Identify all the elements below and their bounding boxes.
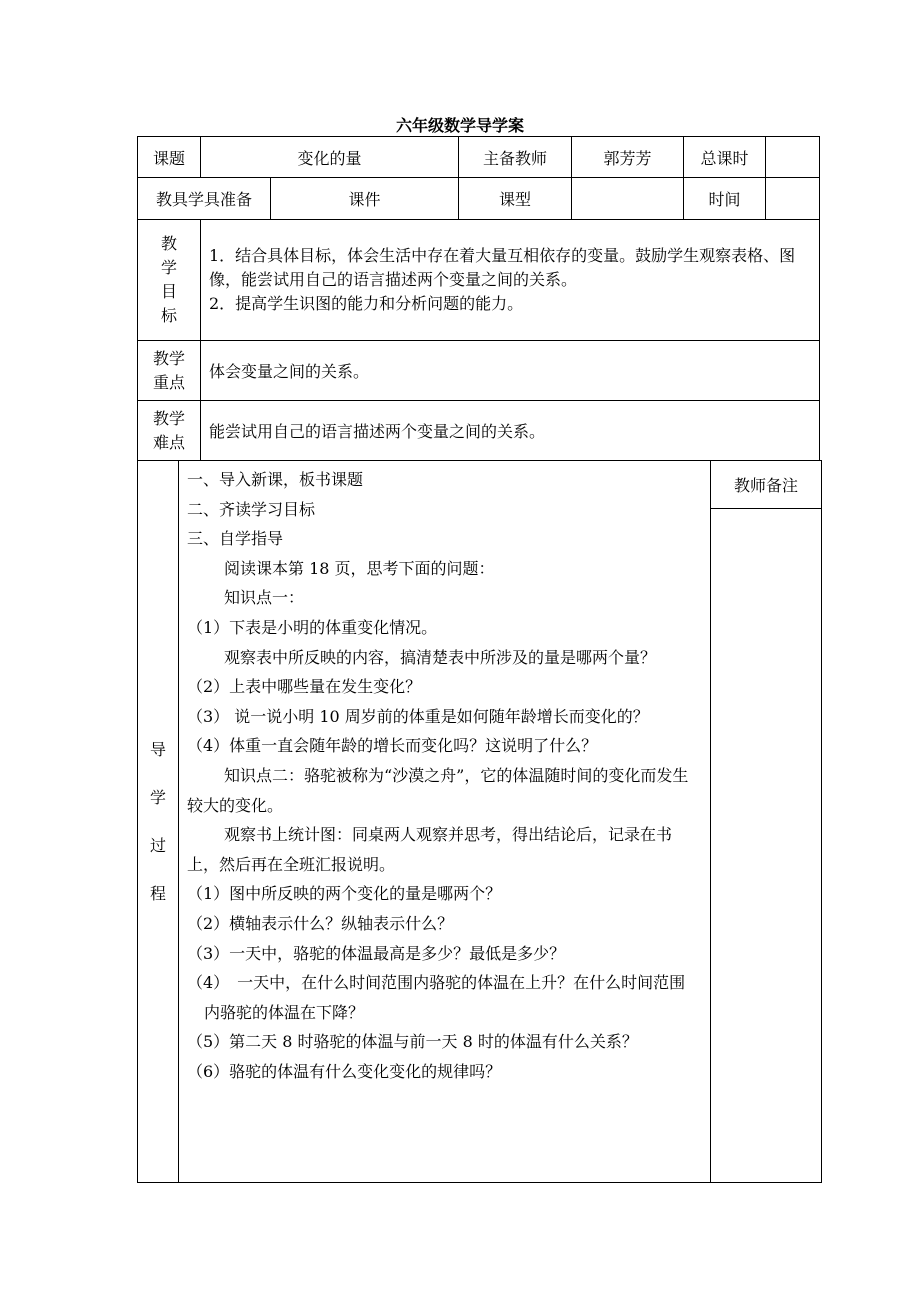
materials-value: 课件 xyxy=(271,178,459,220)
document-title: 六年级数学导学案 xyxy=(395,116,524,135)
guide-label: 导 学 过 程 xyxy=(138,461,179,1183)
teacher-label: 主备教师 xyxy=(459,137,572,178)
guide-line: （4） 一天中，在什么时间范围内骆驼的体温在上升？在什么时间范围内骆驼的体温在下降？ xyxy=(187,973,686,1022)
topic-value: 变化的量 xyxy=(201,137,459,178)
guide-line: （6）骆驼的体温有什么变化变化的规律吗？ xyxy=(187,1061,502,1081)
lesson-type-value xyxy=(572,178,684,220)
guide-line: （1）下表是小明的体重变化情况。 xyxy=(187,617,438,637)
guide-line: 二、齐读学习目标 xyxy=(187,499,316,519)
objective-item: 1．结合具体目标，体会生活中存在着大量互相依存的变量。鼓励学生观察表格、图像，能尝试用自己的语言描述两个变量之间的关系。 xyxy=(209,246,796,289)
teacher-notes-area xyxy=(711,509,822,1183)
guide-line: （3）一天中，骆驼的体温最高是多少？最低是多少？ xyxy=(187,943,566,963)
guide-line: 一、导入新课，板书课题 xyxy=(187,470,364,489)
guide-process-table xyxy=(137,460,822,1183)
teacher-value: 郭芳芳 xyxy=(572,137,684,178)
periods-label: 总课时 xyxy=(684,137,766,178)
guide-line: （3） 说一说小明 10 周岁前的体重是如何随年龄增长而变化的？ xyxy=(187,706,649,726)
guide-line: （5）第二天 8 时骆驼的体温与前一天 8 时的体温有什么关系？ xyxy=(187,1032,638,1052)
guide-line: （2）横轴表示什么？纵轴表示什么？ xyxy=(187,913,454,933)
objectives-label: 教 学 目 标 xyxy=(138,220,201,341)
difficulties-text: 能尝试用自己的语言描述两个变量之间的关系。 xyxy=(201,401,820,461)
guide-line: （1）图中所反映的两个变化的量是哪两个？ xyxy=(187,884,502,904)
topic-label: 课题 xyxy=(138,137,201,178)
objectives-content xyxy=(201,220,820,341)
guide-line: 阅读课本第 18 页，思考下面的问题： xyxy=(224,558,495,578)
key-points-label: 教学 重点 xyxy=(138,341,201,401)
difficulties-label: 教学 难点 xyxy=(138,401,201,461)
time-label: 时间 xyxy=(684,178,766,220)
guide-line: 观察书上统计图：同桌两人观察并思考，得出结论后，记录在书上，然后再在全班汇报说明。 xyxy=(187,825,673,874)
teacher-notes-header: 教师备注 xyxy=(711,461,822,509)
guide-line: （4）体重一直会随年龄的增长而变化吗？这说明了什么？ xyxy=(187,736,598,756)
lesson-info-table xyxy=(137,136,820,461)
time-value xyxy=(766,178,820,220)
periods-value xyxy=(766,137,820,178)
lesson-type-label: 课型 xyxy=(459,178,572,220)
guide-line: 知识点一： xyxy=(224,588,305,608)
guide-line: （2）上表中哪些量在发生变化？ xyxy=(187,677,422,697)
guide-line: 三、自学指导 xyxy=(187,529,284,549)
objective-item: 2．提高学生识图的能力和分析问题的能力。 xyxy=(209,294,524,313)
key-points-text: 体会变量之间的关系。 xyxy=(201,341,820,401)
guide-content xyxy=(179,461,711,1183)
materials-label: 教具学具准备 xyxy=(138,178,271,220)
guide-line: 观察表中所反映的内容，搞清楚表中所涉及的量是哪两个量？ xyxy=(224,647,657,667)
guide-line: 知识点二：骆驼被称为“沙漠之舟”，它的体温随时间的变化而发生较大的变化。 xyxy=(187,765,689,815)
